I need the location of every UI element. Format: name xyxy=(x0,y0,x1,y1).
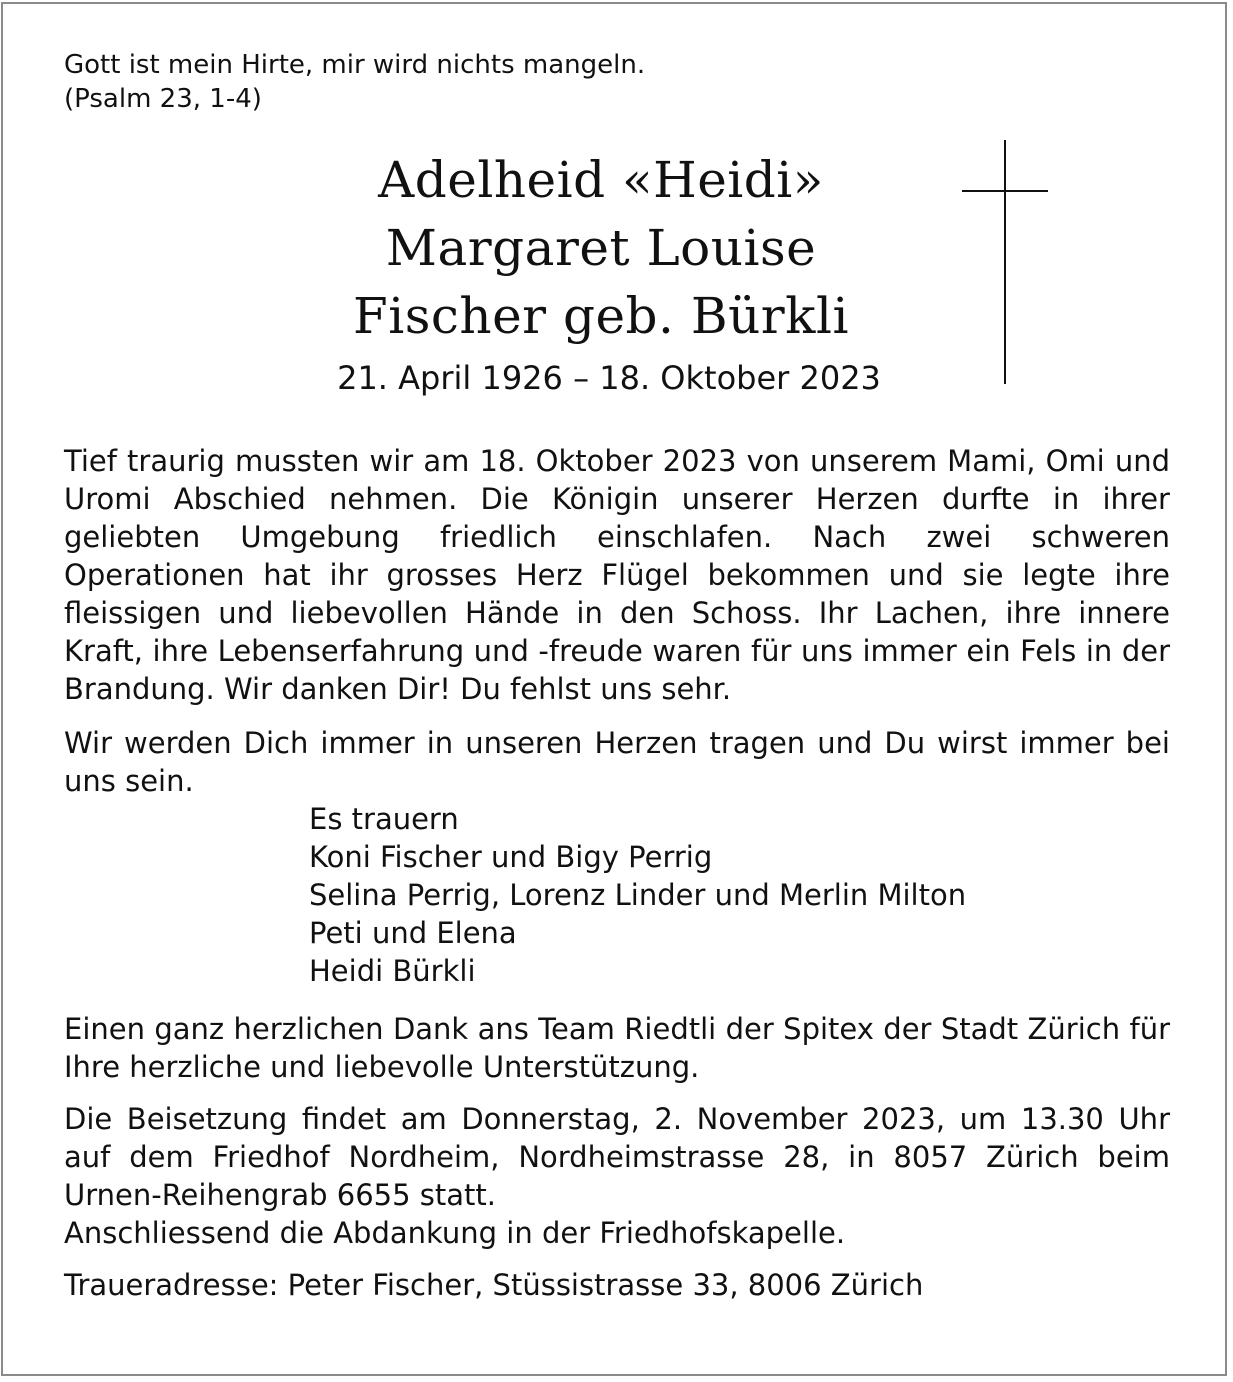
mourning-address: Traueradresse: Peter Fischer, Stüssistrasse 33, 8006 Zürich xyxy=(64,1268,924,1302)
cross-icon xyxy=(962,140,1048,384)
funeral-details: Die Beisetzung findet am Donnerstag, 2. November 2023, um 13.30 Uhr auf dem Friedhof Nordheim, Nordheimstrasse 28, in 8057 Zürich beim Urnen-Reihengrab 6655 statt. xyxy=(64,1102,1170,1212)
thanks-paragraph: Einen ganz herzlichen Dank ans Team Riedtli der Spitex der Stadt Zürich für Ihre herzliche und liebevolle Unterstützung. xyxy=(64,1012,1170,1084)
psalm-reference: (Psalm 23, 1-4) xyxy=(64,84,262,114)
deceased-name-line-2: Margaret Louise xyxy=(385,219,817,277)
remembrance-paragraph: Wir werden Dich immer in unseren Herzen tragen und Du wirst immer bei uns sein. xyxy=(64,726,1170,798)
mourners-list xyxy=(309,800,1170,990)
mourner-name: Selina Perrig, Lorenz Linder und Merlin Milton xyxy=(309,878,967,912)
obituary-notice xyxy=(64,48,1170,1304)
deceased-name-line-3: Fischer geb. Bürkli xyxy=(353,287,849,345)
psalm-quote-text: Gott ist mein Hirte, mir wird nichts mangeln. xyxy=(64,50,646,80)
psalm-quote xyxy=(64,48,1170,116)
life-dates: 21. April 1926 – 18. Oktober 2023 xyxy=(337,359,881,397)
mourner-name: Heidi Bürkli xyxy=(309,954,476,988)
name-block xyxy=(64,146,1170,400)
funeral-followup: Anschliessend die Abdankung in der Friedhofskapelle. xyxy=(64,1216,846,1250)
mourner-name: Peti und Elena xyxy=(309,916,517,950)
mourner-name: Koni Fischer und Bigy Perrig xyxy=(309,840,713,874)
mourners-intro: Es trauern xyxy=(309,802,459,836)
farewell-paragraph: Tief traurig mussten wir am 18. Oktober 2023 von unserem Mami, Omi und Uromi Abschied nehmen. Die Königin unserer Herzen durfte in ihrer geliebten Umgebung friedlich einschlafen. Nach zwei schweren Operationen hat ihr grosses Herz Flügel bekommen und sie legte ihre fleissigen und liebevollen Hände in den Schoss. Ihr Lachen, ihre innere Kraft, ihre Lebenserfahrung und -freude waren für uns immer ein Fels in der Brandung. Wir danken Dir! Du fehlst uns sehr. xyxy=(64,444,1170,706)
funeral-paragraph xyxy=(64,1100,1170,1252)
deceased-name-line-1: Adelheid «Heidi» xyxy=(378,151,824,209)
